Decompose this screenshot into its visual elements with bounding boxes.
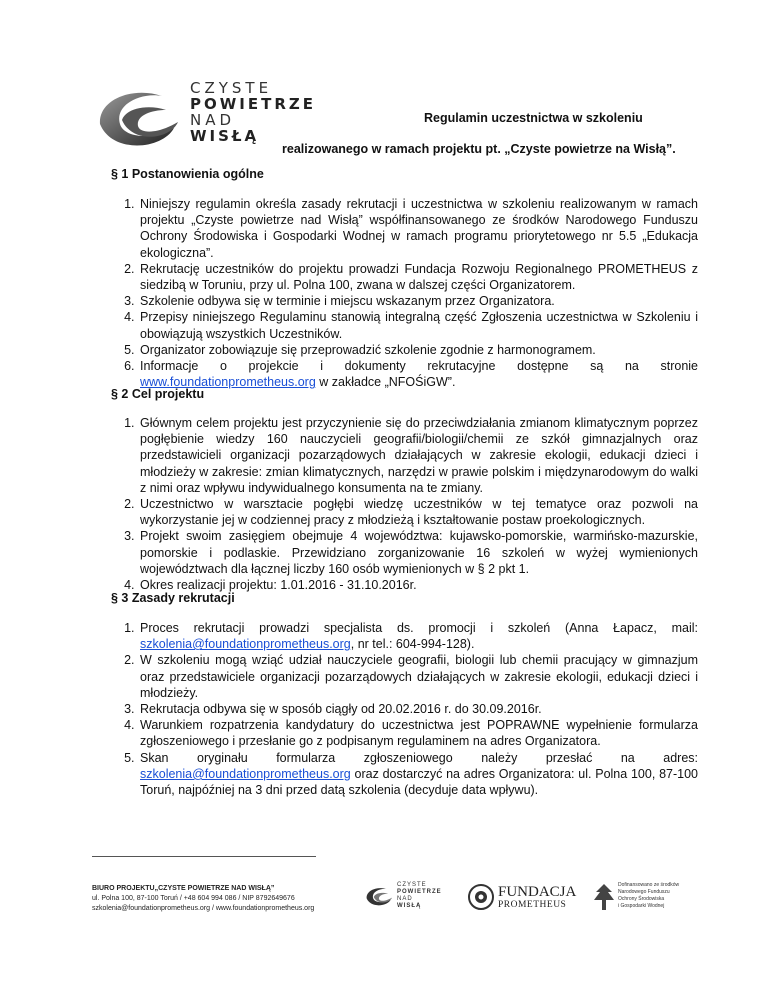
footer-contact	[92, 884, 314, 914]
list-item: 3. Projekt swoim zasięgiem obejmuje 4 województwa: kujawsko-pomorskie, warmińsko-mazurskie, pomorskie i podlaskie. Przewidziano zorganizowanie 16 szkoleń w wyżej wymienionych województwach dla łącznej liczby 160 osób wymienionych w § 2 pkt 1.	[138, 528, 698, 577]
section1-list	[111, 196, 698, 390]
logo-line-powietrze: POWIETRZE	[190, 95, 317, 113]
item-text: Skan oryginału formularza zgłoszeniowego należy przesłać na adres:	[140, 750, 698, 765]
list-item: 4. Przepisy niniejszego Regulaminu stanowią integralną część Zgłoszenia uczestnictwa w Szkoleniu i obowiązują wszystkich Uczestników.	[138, 309, 698, 341]
list-item: 1. Głównym celem projektu jest przyczynienie się do przeciwdziałania zmianom klimatycznym poprzez pogłębienie wiedzy 160 nauczycieli geografii/biologii/chemii ze szkół gimnazjalnych oraz przedstawicieli organizacji pozarządowych działających w zakresie ekologii, edukacji dzieci i młodzieży w zakresie: zmian klimatycznych, narzędzi w prawie polskim i międzynarodowym do walki z nimi oraz wpływu indywidualnego konsumenta na te zmiany.	[138, 415, 698, 496]
list-item: 5. Organizator zobowiązuje się przeprowadzić szkolenie zgodnie z harmonogramem.	[138, 342, 698, 358]
list-item: 3. Rekrutacja odbywa się w sposób ciągły od 20.02.2016 r. do 30.09.2016r.	[138, 701, 698, 717]
item-text: Proces rekrutacji prowadzi specjalista ds. promocji i szkoleń (Anna Łapacz, mail:	[140, 621, 698, 635]
footer-address: ul. Polna 100, 87-100 Toruń / +48 604 994 086 / NIP 8792649676	[92, 895, 295, 902]
logo-line-wisla: WISŁĄ	[190, 127, 260, 145]
nfos-line: Dofinansowano ze środków	[618, 882, 680, 888]
nfosigw-logo	[592, 878, 682, 918]
list-item: 2. W szkoleniu mogą wziąć udział nauczyciele geografii, biologii lub chemii pracujący w gimnazjum oraz przedstawiciele organizacji pozarządowych działających w zakresie ekologii, edukacji dzieci i młodzieży.	[138, 652, 698, 701]
fundacja-sub: PROMETHEUS	[498, 900, 567, 910]
fundacja-name: FUNDACJA	[498, 884, 577, 900]
email-link[interactable]: szkolenia@foundationprometheus.org	[140, 637, 351, 652]
nfos-line: Narodowego Funduszu	[618, 889, 670, 895]
small-logo-line: WISŁĄ	[397, 903, 422, 909]
logo-wordmark	[190, 80, 316, 144]
footer-office-title: BIURO PROJEKTU„CZYSTE POWIETRZE NAD WISŁĄ”	[92, 885, 275, 892]
item-text: , nr tel.: 604-994-128).	[350, 637, 475, 652]
list-item: 2. Rekrutację uczestników do projektu prowadzi Fundacja Rozwoju Regionalnego PROMETHEUS z siedzibą w Toruniu, przy ul. Polna 100, zwana w dalszej części Organizatorem.	[138, 261, 698, 293]
small-logo-line: POWIETRZE	[397, 889, 442, 895]
document-title: Regulamin uczestnictwa w szkoleniu	[424, 111, 643, 125]
small-logo-line: CZYSTE	[397, 882, 427, 888]
list-item	[138, 358, 698, 390]
section3-heading: § 3 Zasady rekrutacji	[111, 591, 235, 605]
logo-line-czyste: CZYSTE	[190, 79, 273, 97]
logo-line-nad: NAD	[190, 111, 236, 129]
item-text: Informacje o projekcie i dokumenty rekrutacyjne dostępne są na stronie	[140, 359, 698, 374]
footer-divider	[92, 856, 316, 857]
document-subtitle: realizowanego w ramach projektu pt. „Czyste powietrze na Wisłą”.	[282, 142, 676, 156]
section2-list	[111, 415, 698, 593]
footer-links: szkolenia@foundationprometheus.org / www.foundationprometheus.org	[92, 905, 315, 912]
list-item: 1. Niniejszy regulamin określa zasady rekrutacji i uczestnictwa w szkoleniu realizowanym w ramach projektu „Czyste powietrze nad Wisłą” współfinansowanego ze środków Narodowego Funduszu Ochrony Środowiska i Gospodarki Wodnej w ramach programu priorytetowego nr 5.5 „Edukacja ekologiczna”.	[138, 196, 698, 261]
item-text: oraz dostarczyć na adres Organizatora: ul. Polna 100, 87-100 Toruń, najpóźniej na 3 dni przed datą szkolenia (decyduje data wpływu).	[140, 766, 698, 798]
item-text: w zakładce „NFOŚiGW”.	[315, 375, 456, 390]
website-link[interactable]: www.foundationprometheus.org	[140, 375, 316, 390]
list-item: 2. Uczestnictwo w warsztacie pogłębi wiedzę uczestników w tej tematyce oraz pozwoli na wykorzystanie jej w codziennej pracy z młodzieżą i kształtowanie postaw proekologicznych.	[138, 496, 698, 528]
section2-heading: § 2 Cel projektu	[111, 387, 205, 401]
list-item	[138, 620, 698, 652]
footer-project-logo	[364, 878, 442, 918]
small-logo-line: NAD	[397, 896, 413, 902]
fundacja-prometheus-logo	[468, 878, 578, 918]
section3-list	[111, 620, 698, 798]
list-item: 3. Szkolenie odbywa się w terminie i miejscu wskazanym przez Organizatora.	[138, 293, 698, 309]
fund-emblem-icon	[592, 882, 616, 912]
nfos-line: Ochrony Środowiska	[618, 896, 665, 902]
list-item	[138, 750, 698, 799]
prometheus-emblem-icon	[468, 884, 494, 910]
list-item: 4. Okres realizacji projektu: 1.01.2016 - 31.10.2016r.	[138, 577, 698, 593]
list-item: 4. Warunkiem rozpatrzenia kandydatury do uczestnictwa jest POPRAWNE wypełnienie formularza zgłoszeniowego i przesłanie go z podpisanym regulaminem na adres Organizatora.	[138, 717, 698, 749]
wave-swirl-icon	[364, 882, 394, 912]
nfos-line: i Gospodarki Wodnej	[618, 903, 665, 909]
email-link[interactable]: szkolenia@foundationprometheus.org	[140, 766, 351, 781]
section1-heading: § 1 Postanowienia ogólne	[111, 167, 264, 181]
wave-swirl-icon	[92, 80, 184, 160]
